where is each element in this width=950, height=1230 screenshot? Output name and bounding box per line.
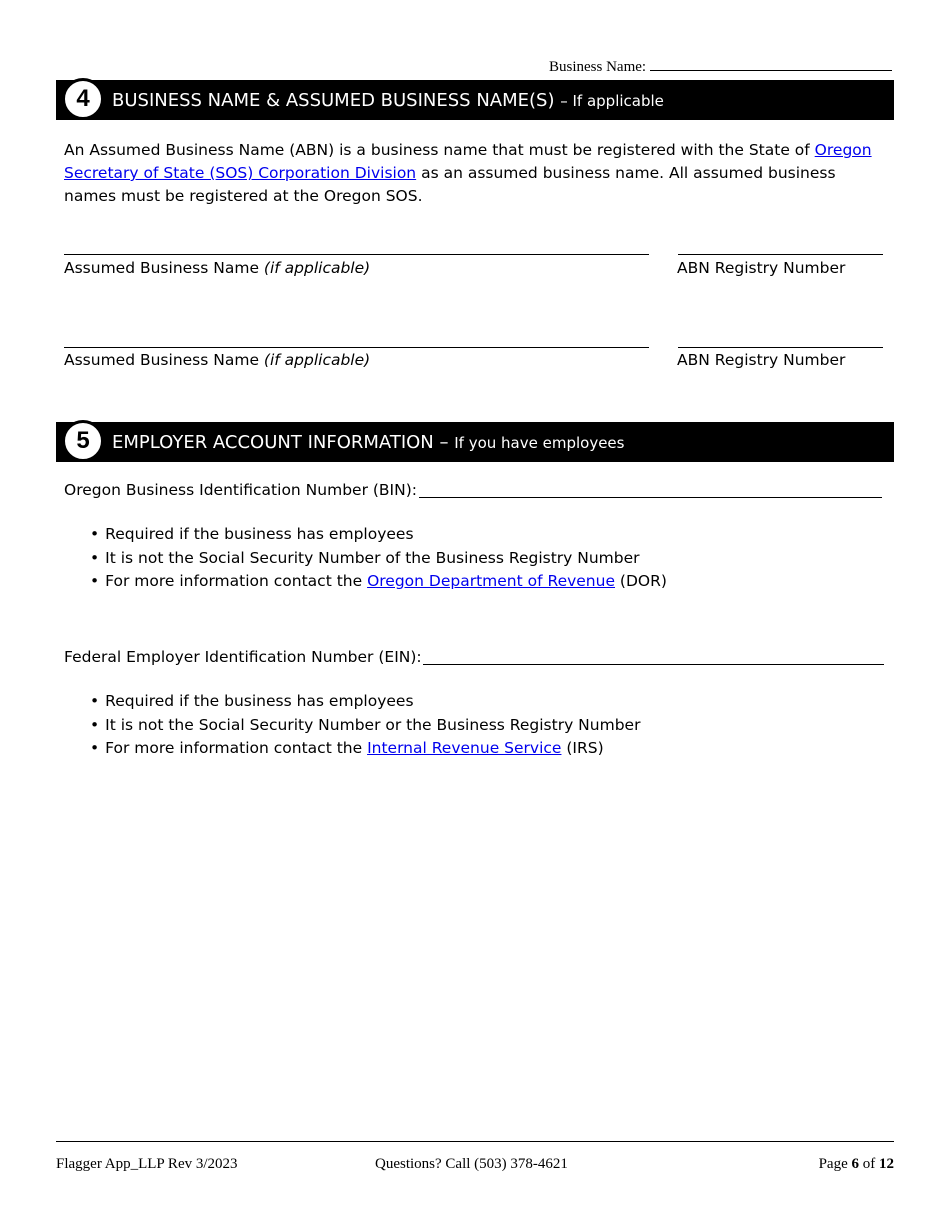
footer-divider [56, 1141, 894, 1142]
business-name-header [549, 56, 892, 76]
page-of: of [862, 1156, 876, 1172]
bullet-text: For more information contact the [105, 572, 368, 590]
abn-name-label-text: Assumed Business Name [64, 351, 259, 369]
business-name-field[interactable] [650, 56, 892, 71]
section-4-title-text: BUSINESS NAME & ASSUMED BUSINESS NAME(S) [112, 89, 555, 111]
abn-name-field-2[interactable] [64, 347, 649, 348]
section-4-intro [64, 139, 884, 208]
list-item [90, 737, 640, 761]
ein-field[interactable] [423, 664, 884, 665]
oregon-dor-link[interactable]: Oregon Department of Revenue [367, 572, 615, 590]
abn-registry-label-2: ABN Registry Number [677, 351, 846, 369]
list-item: • Required if the business has employees [90, 690, 640, 714]
section-4-title [112, 90, 664, 111]
abn-registry-field-1[interactable] [678, 254, 883, 255]
irs-link[interactable]: Internal Revenue Service [367, 739, 562, 757]
list-item [90, 570, 667, 594]
list-item: • It is not the Social Security Number or the Business Registry Number [90, 714, 640, 738]
abn-name-field-1[interactable] [64, 254, 649, 255]
bin-label: Oregon Business Identification Number (BIN): [64, 481, 417, 499]
section-4-header [56, 80, 894, 120]
abn-name-label-2 [64, 351, 370, 369]
section-4-number-badge: 4 [62, 78, 104, 120]
page-word: Page [818, 1156, 848, 1172]
abn-name-label-1 [64, 259, 370, 277]
footer-form-id: Flagger App_LLP Rev 3/2023 [56, 1156, 238, 1172]
abn-registry-label-1: ABN Registry Number [677, 259, 846, 277]
abn-name-label-text: Assumed Business Name [64, 259, 259, 277]
section-5-header [56, 422, 894, 462]
abn-registry-field-2[interactable] [678, 347, 883, 348]
section-5-title-text: EMPLOYER ACCOUNT INFORMATION – [112, 431, 449, 453]
oregon-sos-link[interactable]: Oregon Secretary of State (SOS) Corporation Division [64, 141, 872, 182]
section-5-number-badge: 5 [62, 420, 104, 462]
page-current: 6 [851, 1156, 859, 1172]
footer-page-number [819, 1156, 894, 1173]
list-item: • It is not the Social Security Number of the Business Registry Number [90, 547, 667, 571]
bullet-text: (DOR) [615, 572, 667, 590]
page-total: 12 [879, 1156, 894, 1172]
section-5-subtitle: If you have employees [454, 433, 625, 452]
list-item: • Required if the business has employees [90, 523, 667, 547]
ein-bullet-list [90, 690, 640, 761]
bin-field[interactable] [419, 497, 882, 498]
bin-bullet-list [90, 523, 667, 594]
abn-name-label-note: (if applicable) [263, 259, 371, 277]
section-4-subtitle: – If applicable [560, 91, 664, 110]
intro-text-before: An Assumed Business Name (ABN) is a business name that must be registered with the State of [64, 141, 815, 159]
intro-text-after: as an assumed business name. All assumed business names must be registered at the Oregon SOS. [64, 164, 836, 205]
bullet-text: (IRS) [561, 739, 604, 757]
bullet-text: For more information contact the [105, 739, 368, 757]
abn-name-label-note: (if applicable) [263, 351, 371, 369]
section-5-title [112, 432, 624, 453]
footer-questions: Questions? Call (503) 378-4621 [375, 1156, 568, 1172]
ein-label: Federal Employer Identification Number (EIN): [64, 648, 422, 666]
business-name-label: Business Name: [549, 59, 647, 75]
